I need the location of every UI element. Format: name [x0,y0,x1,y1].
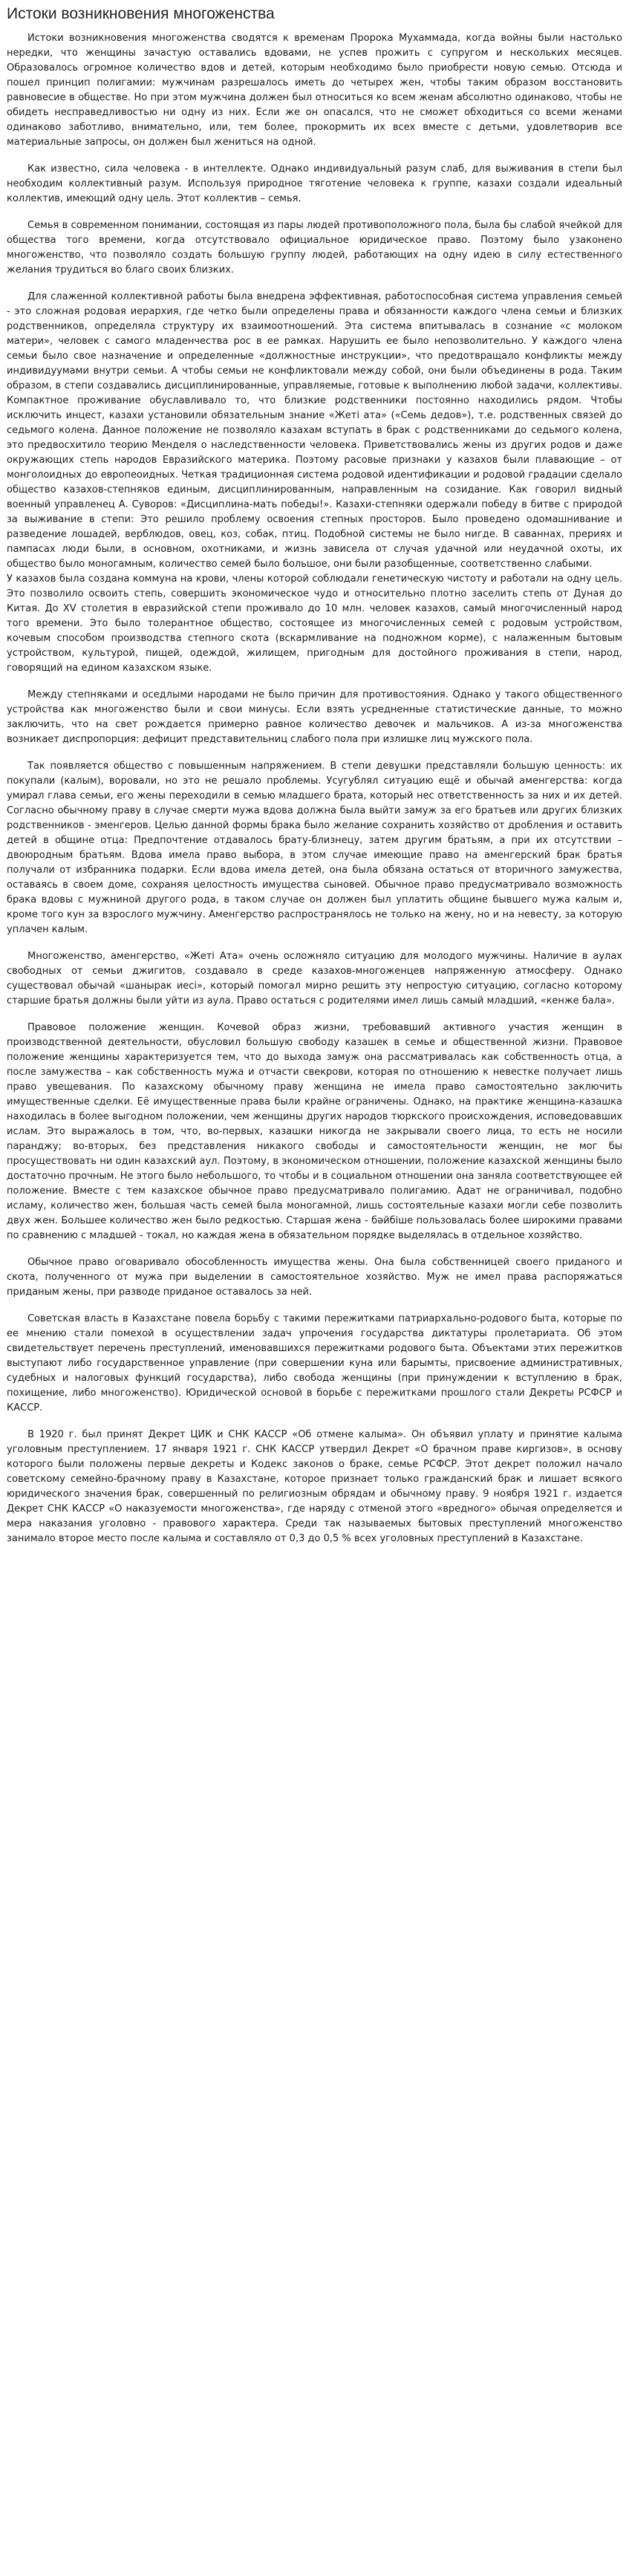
paragraph-imbalance: Между степняками и оседлыми народами не было причин для противостояния. Однако у такого общественного устройства как многоженство были и свои минусы. Если взять усредненные статистические данные, то можно заключить, что на свет рождается примерно равное количество девочек и мальчиков. А из-за многоженства возникает диспропорция: дефицит представительниц слабого пола при излишке лиц мужского пола. [7,689,622,745]
article-body [7,31,622,1546]
paragraph-origins: Истоки возникновения многоженства сводятся к временам Пророка Мухаммада, когда войны были настолько нередки, что женщины зачастую оставались вдовами, не успев прожить с супругом и нескольких месяцев. Образовалось огромное количество вдов и детей, которым необходимо было приобрести новую семью. Отсюда и пошел принцип полигамии: мужчинам разрешалось иметь до четырех жен, чтобы таким образом восстановить равновесие в обществе. Но при этом мужчина должен был относиться ко всем женам абсолютно одинаково, чтобы не обидеть несправедливостью ни одну из них. Если же он опасался, что не сможет обходиться со всеми женами одинаково заботливо, внимательно, или, тем более, прокормить их всех вместе с детьми, удовлетворив все материальные запросы, он должен был жениться на одной. [7,33,622,148]
paragraph-collective-mind: Как известно, сила человека - в интеллекте. Однако индивидуальный разум слаб, для выживания в степи был необходим коллективный разум. Используя природное тяготение человека к группе, казахи создали идеальный коллектив, имеющий одну цель. Этот коллектив – семья. [7,163,622,204]
paragraph-decrees: В 1920 г. был принят Декрет ЦИК и СНК КАССР «Об отмене калыма». Он объявил уплату и принятие калыма уголовным преступлением. 17 января 1921 г. СНК КАССР утвердил Декрет «О брачном праве киргизов», в основу которого были положены первые декреты и Кодекс законов о браке, семье РСФСР. Этот декрет положил начало советскому семейно-брачному праву в Казахстане, которое признает только гражданский брак и лишает всякого юридического значения брак, совершенный по религиозным обрядам и обычному праву. 9 ноября 1921 г. издается Декрет СНК КАССР «О наказуемости многоженства», где наряду с отменой этого «вредного» обычая определяется и мера наказания уголовно - правового характера. Среди так называемых бытовых преступлений многоженство занимало второе место после калыма и составляло от 0,3 до 0,5 % всех уголовных преступлений в Казахстане. [7,1429,622,1544]
paragraph-young-men: Многоженство, аменгерство, «Жеті Ата» очень осложняло ситуацию для молодого мужчины. Наличие в аулах свободных от семьи джигитов, создавало в среде казахов-многоженцев напряженную атмосферу. Однако существовал обычай «шанырак иесі», который помогал мирно решить эту непростую ситуацию, согласно которому старшие братья должны были уйти из аула. Право остаться с родителями имел лишь самый младший, «кенже бала». [7,951,622,1006]
paragraph-amengerstvo: Так появляется общество с повышенным напряжением. В степи девушки представляли большую ценность: их покупали (калым), воровали, но это не решало проблемы. Усугублял ситуацию ещё и обычай аменгерства: когда умирал глава семьи, его жены переходили в семью младшего брата, который нес ответственность за них и их детей. Согласно обычному праву в случае смерти мужа вдова должна была выйти замуж за его братьев или других близких родственников - эменгеров. Целью данной формы брака было желание сохранить хозяйство от дробления и оставить детей в общине отца: Предпочтение отдавалось брату-близнецу, затем другим братьям, а при их отсутствии – двоюродным братьям. Вдова имела право выбора, в этом случае имеющие право на аменгерский брак братья получали от избранника подарки. Если вдова имела детей, она была обязана остаться от вторичного замужества, оставаясь в своем доме, сохраняя целостность имущества сыновей. Обычное право предусматривало возможность брака вдовы с мужниной другого рода, в таком случае он должен был уплатить общине бывшего мужа калым и, кроме того кун за взрослого мужчину. Аменгерство распространялось не только на жену, но и на невесту, за которую уплачен калым. [7,761,622,935]
paragraph-women-status: Правовое положение женщин. Кочевой образ жизни, требовавший активного участия женщин в производственной деятельности, обусловил большую свободу казашек в семье и общественной жизни. Правовое положение женщины характеризуется тем, что до выхода замуж она рассматривалась как собственность отца, а после замужества – как собственность мужа и отчасти свекрови, которая по отношению к невестке получает лишь право увещевания. По казахскому обычному праву женщина не имела право самостоятельно заключить имущественные сделки. Её имущественные права были крайне ограничены. Однако, на практике женщина-казашка находилась в более выгодном положении, чем женщины других народов тюркского происхождения, исповедовавших ислам. Это выражалось в том, что, во-первых, казашки никогда не закрывали своего лица, то есть не носили паранджу; во-вторых, без представления никакого свободы и самостоятельности женщин, не мог бы просуществовать ни один казахский аул. Поэтому, в экономическом отношении, положение казахской женщины было достаточно прочным. Не этого было небольшого, то чтобы и в социальном отношении она заняла соответствующее ей положение. Вместе с тем казахское обычное право предусматривало полигамию. Адат не ограничивал, подобно исламу, количество жен, большая часть семей была моногамной, лишь состоятельные казахи могли себе позволить двух жен. Большее количество жен было редкостью. Старшая жена - бәйбіше пользовалась более широкими правами по сравнению с младшей - токал, но каждая жена в обязательном порядке выделялась в отдельное хозяйство. [7,1022,622,1241]
paragraph-family: Семья в современном понимании, состоящая из пары людей противоположного пола, была бы слабой ячейкой для общества того времени, когда отсутствовало официальное юридическое право. Поэтому было узаконено многоженство, что позволяло создать большую группу людей, работающих на одну идею в силу естественного желания трудиться во благо своих близких. [7,220,622,276]
paragraph-property: Обычное право оговаривало обособленность имущества жены. Она была собственницей своего приданого и скота, полученного от мужа при выделении в самостоятельное хозяйство. Муж не имел права распоряжаться приданым жены, при разводе приданое оставалось за ней. [7,1257,622,1298]
page-title: Истоки возникновения многоженства [7,5,275,22]
paragraph-soviet-power: Советская власть в Казахстане повела борьбу с такими пережитками патриархально-родового быта, которые по ее мнению стали помехой в осуществлении задач упрочения государства диктатуры пролетариата. Об этом свидетельствует перечень преступлений, именовавшихся пережитками родового быта. Объектами этих пережитков выступают либо государственное управление (при совершении куна или барымты, присвоение административных, судебных и налоговых функций государства), либо свобода женщины (при принуждении к вступлению в брак, похищение, либо многоженство). Юридической основой в борьбе с пережитками прошлого стали Декреты РСФСР и КАССР. [7,1313,622,1414]
paragraph-commune: У казахов была создана коммуна на крови, члены которой соблюдали генетическую чистоту и работали на одну цель. Это позволило освоить степь, совершить экономическое чудо и относительно плотно заселить степь от Дуная до Китая. До XV столетия в евразийской степи проживало до 10 млн. человек казахов, самый многочисленный народ того времени. Это было толерантное общество, состоящее из многочисленных семей с родовым устройством, кочевым способом производства степного скота (вскармливание на подножном корме), с налаженным бытовым устройством, культурой, пищей, одеждой, жилищем, пригодным для достойного проживания в степи, народ, говорящий на едином казахском языке. [7,573,622,674]
paragraph-hierarchy: Для слаженной коллективной работы была внедрена эффективная, работоспособная система управления семьей - это сложная родовая иерархия, где четко были определены права и обязанности каждого члена семьи и близких родственников, определяла структуру их взаимоотношений. Эта система впитывалась в сознание «с молоком матери», человек с самого младенчества рос в ее рамках. Нарушить ее было непозволительно. У каждого члена семьи было свое назначение и определенные «должностные инструкции», что предотвращало конфликты между индивидуумами внутри семьи. А чтобы семьи не конфликтовали между собой, они были объединены в рода. Таким образом, в степи создавались дисциплинированные, управляемые, готовые к выполнению любой задачи, коллективы. Компактное проживание обуславливало то, что близкие родственники постоянно находились рядом. Чтобы исключить инцест, казахи установили обязательным знание «Жеті ата» («Семь дедов»), т.е. родственных связей до седьмого колена. Данное положение не позволяло казахам вступать в брак с родственниками до седьмого колена, это предвосхитило теорию Менделя о наследственности человека. Приветствовались жены из других родов и даже окружающих степь народов Евразийского материка. Поэтому расовые признаки у казахов были плавающие – от монголоидных до европеоидных. Четкая традиционная система родовой идентификации и родовой градации сделало общество казахов-степняков единым, дисциплинированным, направленным на созидание. Как говорил видный военный управленец А. Суворов: «Дисциплина-мать победы!». Казахи-степняки одержали победу в битве с природой за выживание в степи: Это решило проблему освоения степных просторов. Было проведено одомашнивание и разведение лошадей, верблюдов, овец, коз, собак, птиц. Подобной системы не было нигде. В саваннах, прериях и пампасах люди были, в основном, охотниками, и жизнь зависела от случая удачной или неудачной охоты, их общество было моногамным, количество семей было большое, они были разобщенные, соответственно слабыми. [7,291,622,570]
